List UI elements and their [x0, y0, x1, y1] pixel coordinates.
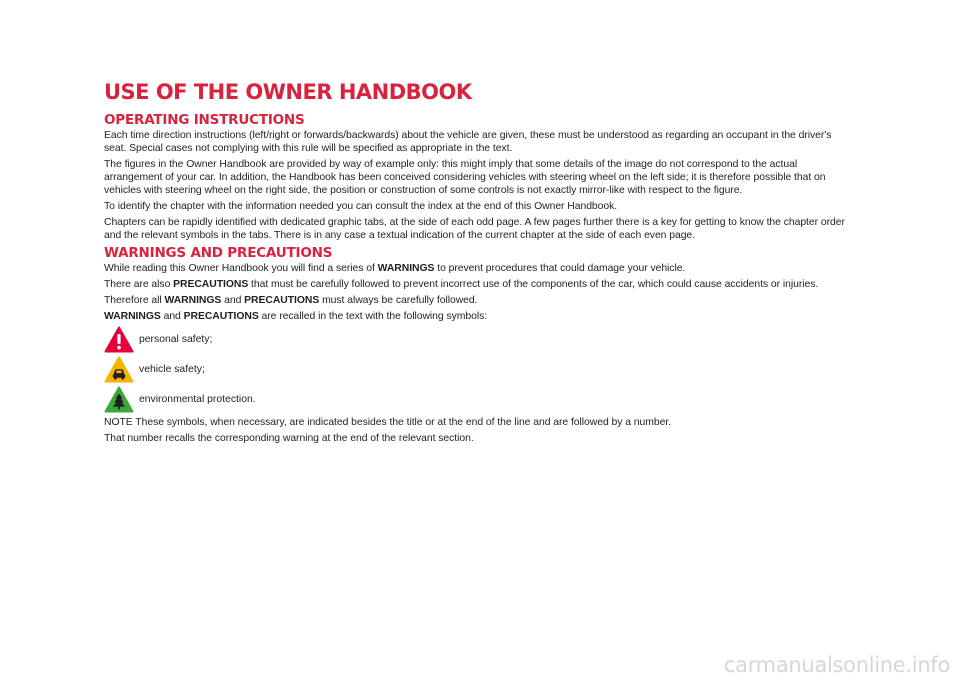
- text: must always be carefully followed.: [319, 295, 478, 306]
- watermark: carmanualsonline.info: [723, 653, 950, 677]
- symbol-label: vehicle safety;: [139, 364, 205, 375]
- text: While reading this Owner Handbook you will find a series of: [104, 263, 378, 274]
- text: and: [221, 295, 245, 306]
- keyword-precautions: PRECAUTIONS: [173, 279, 249, 290]
- paragraph-precautions: [104, 278, 854, 291]
- keyword-precautions: PRECAUTIONS: [244, 295, 320, 306]
- symbol-row-personal-safety: [104, 326, 854, 353]
- paragraph-recalled: [104, 310, 854, 323]
- symbol-row-vehicle-safety: [104, 356, 854, 383]
- section-heading-operating: OPERATING INSTRUCTIONS: [104, 112, 305, 128]
- paragraph-direction: Each time direction instructions (left/right or forwards/backwards) about the vehicle are given, these must be understood as regarding an occupant in the driver's seat. Special cases not complying with this rule will be specified as appropriate in the text.: [104, 130, 832, 154]
- vehicle-safety-icon: [104, 356, 134, 383]
- page-title: USE OF THE OWNER HANDBOOK: [104, 80, 472, 104]
- environmental-protection-icon: [104, 386, 134, 413]
- text: that must be carefully followed to prevent incorrect use of the components of the car, which could cause accidents or injuries.: [248, 279, 819, 290]
- keyword-warnings: WARNINGS: [104, 311, 161, 322]
- text: Therefore all: [104, 295, 165, 306]
- keyword-warnings: WARNINGS: [377, 263, 435, 274]
- text: There are also: [104, 279, 174, 290]
- paragraph-therefore: [104, 294, 854, 307]
- text: and: [160, 311, 184, 322]
- keyword-precautions: PRECAUTIONS: [183, 311, 259, 322]
- text: to prevent procedures that could damage your vehicle.: [434, 263, 686, 274]
- page-content: [104, 80, 854, 448]
- keyword-warnings: WARNINGS: [164, 295, 222, 306]
- personal-safety-icon: [104, 326, 134, 353]
- note-paragraph-number: That number recalls the corresponding warning at the end of the relevant section.: [104, 433, 474, 444]
- section-heading-warnings: WARNINGS AND PRECAUTIONS: [104, 245, 333, 261]
- text: are recalled in the text with the following symbols:: [258, 311, 488, 322]
- paragraph-chapters: Chapters can be rapidly identified with dedicated graphic tabs, at the side of each odd page. A few pages further there is a key for getting to know the chapter order and the relevant symbols in the tabs. There is in any case a textual indication of the current chapter at the side of each even page.: [104, 217, 845, 241]
- symbol-label: personal safety;: [139, 334, 213, 345]
- paragraph-warnings: [104, 262, 854, 275]
- symbol-row-environmental-protection: [104, 386, 854, 413]
- note-paragraph: NOTE These symbols, when necessary, are indicated besides the title or at the end of the line and are followed by a number.: [104, 417, 672, 428]
- paragraph-index: To identify the chapter with the information needed you can consult the index at the end of this Owner Handbook.: [104, 201, 618, 212]
- paragraph-figures: The figures in the Owner Handbook are provided by way of example only: this might imply that some details of the image do not correspond to the actual arrangement of your car. In addition, the Handbook has been conceived considering vehicles with steering wheel on the left side; it is therefore possible that on vehicles with steering wheel on the right side, the position or construction of some controls is not exactly mirror-like with respect to the figure.: [104, 159, 826, 196]
- symbol-label: environmental protection.: [139, 394, 256, 405]
